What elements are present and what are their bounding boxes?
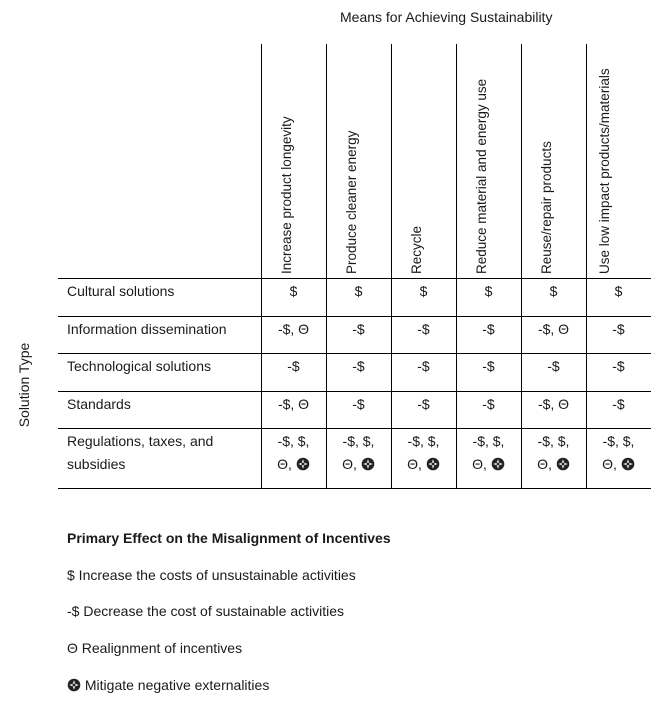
table-cell: $ xyxy=(549,283,558,299)
table-cell: -$ xyxy=(482,321,495,337)
externality-icon xyxy=(556,457,570,471)
table-cell: -$, $, Θ, xyxy=(407,433,440,472)
table-cell: -$ xyxy=(352,396,365,412)
column-header-reduce-use: Reduce material and energy use xyxy=(474,78,489,274)
externality-icon xyxy=(621,457,635,471)
row-label-technological: Technological solutions xyxy=(67,358,211,374)
table-cell: -$ xyxy=(612,321,625,337)
table-cell: -$, Θ xyxy=(277,396,310,412)
legend-item-realignment: Θ Realignment of incentives xyxy=(67,640,243,656)
table-cell: -$ xyxy=(352,358,365,374)
table-cell: $ xyxy=(614,283,623,299)
table-cell: -$ xyxy=(417,321,430,337)
row-label-information: Information dissemination xyxy=(67,321,227,337)
table-cell: -$ xyxy=(482,358,495,374)
legend-item-externalities: Mitigate negative externalities xyxy=(67,677,269,693)
column-header-recycle: Recycle xyxy=(409,225,424,274)
table-cell: -$ xyxy=(482,396,495,412)
column-header-longevity: Increase product longevity xyxy=(279,116,294,274)
externality-icon xyxy=(296,457,310,471)
externality-icon xyxy=(491,457,505,471)
means-title: Means for Achieving Sustainability xyxy=(340,9,553,25)
table-cell: $ xyxy=(484,283,493,299)
solution-type-label: Solution Type xyxy=(16,342,32,428)
table-cell: -$ xyxy=(612,396,625,412)
legend-item-increase-cost: $ Increase the costs of unsustainable activities xyxy=(67,567,356,583)
table-cell: -$, $, Θ, xyxy=(537,433,570,472)
legend-item-decrease-cost: -$ Decrease the cost of sustainable activities xyxy=(67,603,345,619)
table-cell: -$, $, Θ, xyxy=(472,433,505,472)
table-cell: -$, Θ xyxy=(537,396,570,412)
table-cell: -$, $, Θ, xyxy=(277,433,310,472)
column-header-cleaner-energy: Produce cleaner energy xyxy=(344,130,359,274)
externality-icon xyxy=(361,457,375,471)
column-header-low-impact: Use low impact products/materials xyxy=(597,68,612,274)
externality-icon xyxy=(67,678,81,692)
table-cell: $ xyxy=(289,283,298,299)
table-cell: -$, Θ xyxy=(537,321,570,337)
row-label-cultural: Cultural solutions xyxy=(67,283,175,299)
row-label-standards: Standards xyxy=(67,396,131,412)
table-cell: -$ xyxy=(352,321,365,337)
legend-title: Primary Effect on the Misalignment of Incentives xyxy=(67,530,391,546)
table-cell: -$ xyxy=(547,358,560,374)
table-cell: -$ xyxy=(287,358,300,374)
externality-icon xyxy=(426,457,440,471)
table-cell: $ xyxy=(419,283,428,299)
table-cell: $ xyxy=(354,283,363,299)
row-label-regulations-line1: Regulations, taxes, and xyxy=(67,433,214,449)
table-cell: -$ xyxy=(417,358,430,374)
table-cell: -$, $, Θ, xyxy=(602,433,635,472)
table-cell: -$ xyxy=(612,358,625,374)
table-cell: -$ xyxy=(417,396,430,412)
row-label-regulations-line2: subsidies xyxy=(67,456,126,472)
table-cell: -$, Θ xyxy=(277,321,310,337)
table-cell: -$, $, Θ, xyxy=(342,433,375,472)
column-header-reuse-repair: Reuse/repair products xyxy=(539,141,554,274)
